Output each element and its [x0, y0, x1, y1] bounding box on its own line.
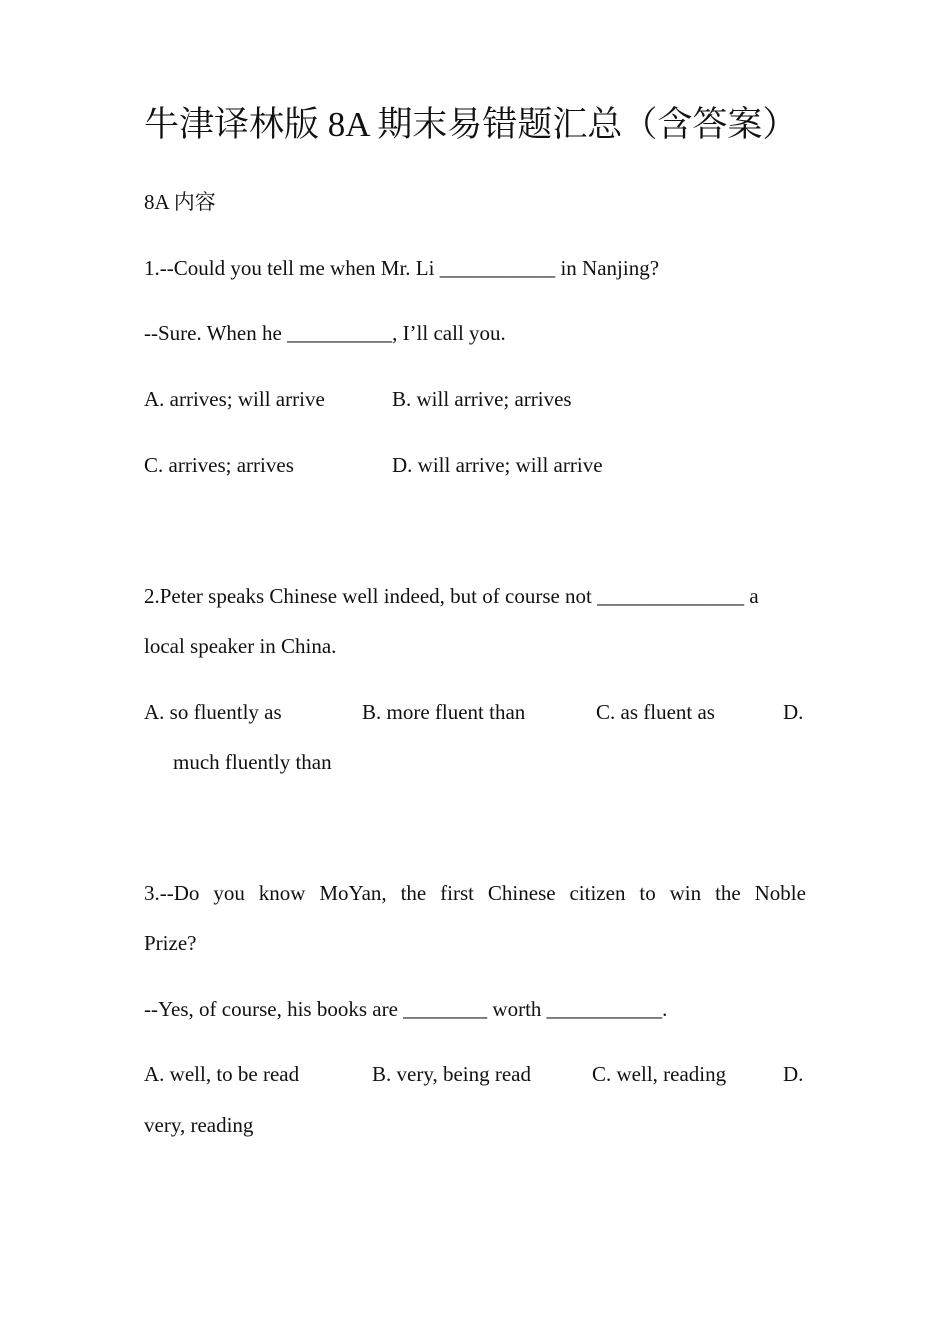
q2-option-d-label: D.: [783, 700, 804, 724]
q1-option-b: B. will arrive; arrives: [392, 387, 572, 411]
q3-word: first: [440, 881, 474, 905]
q3-stem-line2: Prize?: [144, 931, 197, 955]
q3-option-a: A. well, to be read: [144, 1062, 300, 1086]
q3-reply: --Yes, of course, his books are ________ worth ___________.: [144, 997, 668, 1021]
q3-option-d-label: D.: [783, 1062, 804, 1086]
q3-stem-line1: [144, 878, 806, 908]
q3-option-c: C. well, reading: [592, 1062, 727, 1086]
q1-reply: --Sure. When he __________, I’ll call you.: [144, 321, 506, 345]
q3-word: the: [400, 881, 427, 905]
q3-word: know: [258, 881, 306, 905]
q3-word: you: [213, 881, 245, 905]
page-title: 牛津译林版 8A 期末易错题汇总（含答案）: [144, 105, 798, 144]
q3-option-b: B. very, being read: [372, 1062, 531, 1086]
q3-word: Chinese: [487, 881, 556, 905]
q3-word: Noble: [754, 881, 806, 905]
q2-option-c: C. as fluent as: [596, 700, 715, 724]
section-heading: 8A 内容: [144, 190, 216, 214]
q3-word: to: [639, 881, 656, 905]
q2-option-d-text: much fluently than: [173, 750, 332, 774]
q2-option-a: A. so fluently as: [144, 700, 282, 724]
q1-option-c: C. arrives; arrives: [144, 453, 294, 477]
q3-word: the: [715, 881, 741, 905]
q3-word: MoYan,: [319, 881, 387, 905]
q3-word: 3.--Do: [144, 881, 200, 905]
q2-stem-line1: 2.Peter speaks Chinese well indeed, but of course not ______________ a: [144, 584, 759, 608]
q2-stem-line2: local speaker in China.: [144, 634, 337, 658]
q3-word: citizen: [569, 881, 626, 905]
q1-option-d: D. will arrive; will arrive: [392, 453, 603, 477]
q1-stem: 1.--Could you tell me when Mr. Li ___________ in Nanjing?: [144, 256, 660, 280]
q1-option-a: A. arrives; will arrive: [144, 387, 325, 411]
q2-option-b: B. more fluent than: [362, 700, 526, 724]
q3-word: win: [669, 881, 702, 905]
q3-option-d-text: very, reading: [144, 1113, 254, 1137]
